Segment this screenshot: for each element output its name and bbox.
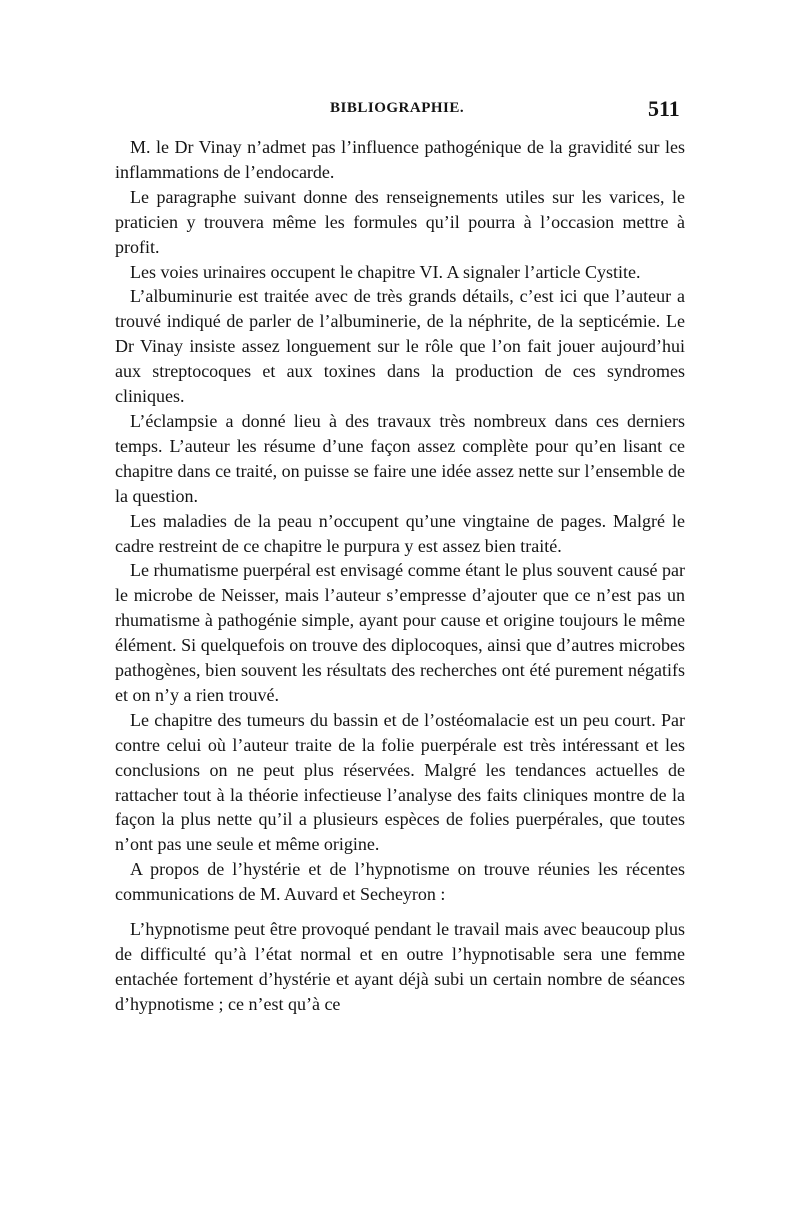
quoted-paragraph: L’hypnotisme peut être provoqué pendant le travail mais avec beaucoup plus de difficulté qu’à l’état normal et en outre l’hypnotisable sera une femme entachée fortement d’hystérie et ayant déjà subi un certain nombre de séances d’hypnotisme ; ce n’est qu’à ce — [115, 919, 685, 1014]
paragraph: Le chapitre des tumeurs du bassin et de l’ostéomalacie est un peu court. Par contre celui où l’auteur traite de la folie puerpérale est très intéressant et les conclusions on ne peut plus réservées. Malgré les tendances actuelles de rattacher tout à la théorie infectieuse l’analyse des faits cliniques montre de la façon la plus nette qu’il a plusieurs espèces de folies puerpérales, que toutes n’ont pas une seule et même origine. — [115, 709, 685, 855]
paragraph: Les maladies de la peau n’occupent qu’une vingtaine de pages. Malgré le cadre restreint de ce chapitre le purpura y est assez bien traité. — [115, 510, 685, 556]
paragraph: M. le Dr Vinay n’admet pas l’influence pathogénique de la gravidité sur les inflammations de l’endocarde. — [115, 137, 685, 182]
paragraph: L’éclampsie a donné lieu à des travaux très nombreux dans ces derniers temps. L’auteur les résume d’une façon assez complète pour qu’en lisant ce chapitre dans ce traité, on puisse se faire une idée assez nette sur l’ensemble de la question. — [115, 410, 685, 506]
running-title: BIBLIOGRAPHIE. — [330, 100, 465, 116]
paragraph: A propos de l’hystérie et de l’hypnotisme on trouve réunies les récentes communications de M. Auvard et Secheyron : — [115, 859, 685, 905]
paragraph: Les voies urinaires occupent le chapitre VI. A signaler l’article Cystite. — [130, 261, 641, 282]
paragraph: Le rhumatisme puerpéral est envisagé comme étant le plus souvent causé par le microbe de Neisser, mais l’auteur s’empresse d’ajouter que ce n’est pas un rhumatisme à pathogénie simple, ayant pour cause et origine toujours le même élément. Si quelquefois on trouve des diplocoques, ainsi que d’autres microbes pathogènes, bien souvent les résultats des recherches ont été purement négatifs et on n’y a rien trouvé. — [115, 560, 685, 705]
paragraph: L’albuminurie est traitée avec de très grands détails, c’est ici que l’auteur a trouvé indiqué de parler de l’albuminerie, de la néphrite, de la septicémie. Le Dr Vinay insiste assez longuement sur le rôle que l’on fait jouer aujourd’hui aux streptocoques et aux toxines dans la production de ces syndromes cliniques. — [115, 286, 685, 407]
body-text — [115, 135, 685, 1017]
paragraph: Le paragraphe suivant donne des renseignements utiles sur les varices, le praticien y trouvera même les formules qu’il pourra à l’occasion mettre à profit. — [115, 186, 685, 257]
page-number: 511 — [648, 96, 680, 121]
